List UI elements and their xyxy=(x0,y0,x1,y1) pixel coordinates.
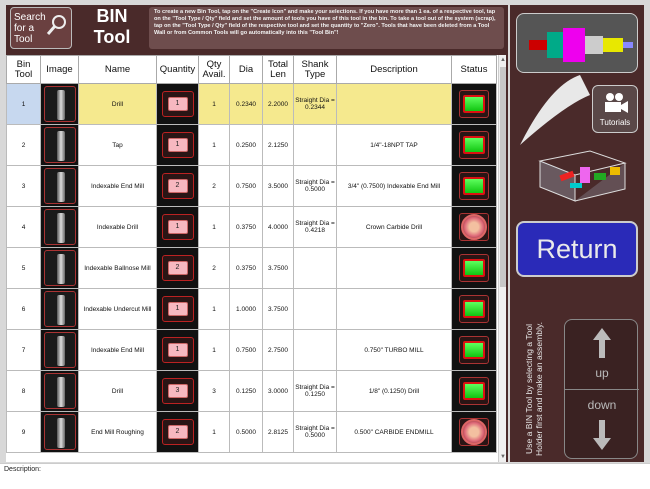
status-icon xyxy=(461,419,487,445)
shank-type: Straight Dia = 0.1250 xyxy=(294,371,337,412)
table-row[interactable] xyxy=(7,330,497,371)
qty-available: 3 xyxy=(199,371,230,412)
bin-tool-table xyxy=(6,55,504,462)
shank-type: Straight Dia = 0.2344 xyxy=(294,84,337,125)
tool-total-length: 2.7500 xyxy=(263,330,294,371)
qty-available: 1 xyxy=(199,330,230,371)
status-cell[interactable] xyxy=(452,412,497,453)
tool-image[interactable] xyxy=(41,166,79,207)
status-button[interactable] xyxy=(459,336,489,364)
tool-description xyxy=(337,84,452,125)
tool-name: Indexable Undercut Mill xyxy=(79,289,157,330)
status-button[interactable] xyxy=(459,90,489,118)
tutorials-label: Tutorials xyxy=(599,118,631,127)
table-row[interactable] xyxy=(7,248,497,289)
tool-image[interactable] xyxy=(41,289,79,330)
tool-diameter: 1.0000 xyxy=(230,289,263,330)
description-label: Description: xyxy=(4,466,41,473)
tool-name: Drill xyxy=(79,371,157,412)
qty-available: 2 xyxy=(199,166,230,207)
tool-total-length: 2.8125 xyxy=(263,412,294,453)
scrollbar-thumb[interactable] xyxy=(500,67,506,287)
qty-available: 1 xyxy=(199,412,230,453)
tool-assembly-preview xyxy=(516,13,638,73)
column-header: Name xyxy=(79,56,157,84)
status-button[interactable] xyxy=(459,418,489,446)
bin-number: 2 xyxy=(7,125,41,166)
return-button[interactable]: Return xyxy=(516,221,638,277)
quantity-button[interactable] xyxy=(162,214,194,240)
quantity-cell[interactable] xyxy=(157,125,199,166)
quantity-cell[interactable] xyxy=(157,330,199,371)
tool-description: Crown Carbide Drill xyxy=(337,207,452,248)
status-icon xyxy=(463,136,485,154)
quantity-cell[interactable] xyxy=(157,248,199,289)
quantity-button[interactable] xyxy=(162,91,194,117)
status-cell[interactable] xyxy=(452,248,497,289)
search-tool-button[interactable] xyxy=(10,7,72,49)
status-cell[interactable] xyxy=(452,289,497,330)
tool-image[interactable] xyxy=(41,330,79,371)
status-icon xyxy=(463,177,485,195)
tool-icon xyxy=(44,291,76,327)
status-cell[interactable] xyxy=(452,84,497,125)
quantity-cell[interactable] xyxy=(157,412,199,453)
status-button[interactable] xyxy=(459,254,489,282)
qty-available: 1 xyxy=(199,289,230,330)
search-tool-label: Search for a Tool xyxy=(14,12,46,45)
status-icon xyxy=(461,214,487,240)
tool-icon xyxy=(44,332,76,368)
column-header: Description xyxy=(337,56,452,84)
tool-holder-icon xyxy=(517,14,639,74)
tool-description xyxy=(337,289,452,330)
table-scrollbar[interactable] xyxy=(498,55,506,462)
bin-number: 8 xyxy=(7,371,41,412)
tool-total-length: 3.7500 xyxy=(263,248,294,289)
quantity-button[interactable] xyxy=(162,378,194,404)
arrow-up-icon xyxy=(593,328,611,358)
tool-image[interactable] xyxy=(41,248,79,289)
tool-icon xyxy=(44,414,76,450)
status-cell[interactable] xyxy=(452,166,497,207)
table-row[interactable] xyxy=(7,412,497,453)
column-header: Dia xyxy=(230,56,263,84)
swoosh-decoration xyxy=(510,75,590,145)
right-panel xyxy=(510,5,644,462)
column-header: Shank Type xyxy=(294,56,337,84)
tool-name: End Mill Roughing xyxy=(79,412,157,453)
tool-description: 0.500" CARBIDE ENDMILL xyxy=(337,412,452,453)
status-icon xyxy=(463,341,485,359)
shank-type: Straight Dia = 0.5000 xyxy=(294,412,337,453)
tool-diameter: 0.2340 xyxy=(230,84,263,125)
status-button[interactable] xyxy=(459,377,489,405)
status-button[interactable] xyxy=(459,172,489,200)
tool-diameter: 0.7500 xyxy=(230,330,263,371)
tool-image[interactable] xyxy=(41,207,79,248)
status-icon xyxy=(463,382,485,400)
tool-image[interactable] xyxy=(41,125,79,166)
quantity-button[interactable] xyxy=(162,132,194,158)
tool-image[interactable] xyxy=(41,412,79,453)
bin-number: 4 xyxy=(7,207,41,248)
down-label: down xyxy=(587,398,617,412)
tool-diameter: 0.1250 xyxy=(230,371,263,412)
bin-tool-panel xyxy=(6,5,508,462)
status-button[interactable] xyxy=(459,131,489,159)
tool-icon xyxy=(44,250,76,286)
usage-note-text: Use a BIN Tool by selecting a Tool Holder first and make an assembly. xyxy=(524,321,544,457)
tool-description: 1/4"-18NPT TAP xyxy=(337,125,452,166)
shank-type xyxy=(294,289,337,330)
quantity-cell[interactable] xyxy=(157,289,199,330)
tool-image[interactable] xyxy=(41,371,79,412)
arrow-down-icon xyxy=(593,420,611,450)
page-title: BIN Tool xyxy=(93,6,131,47)
status-icon xyxy=(463,259,485,277)
qty-available: 1 xyxy=(199,125,230,166)
tool-description: 3/4" (0.7500) Indexable End Mill xyxy=(337,166,452,207)
status-cell[interactable] xyxy=(452,125,497,166)
column-header: Image xyxy=(41,56,79,84)
table-row[interactable] xyxy=(7,371,497,412)
status-icon xyxy=(463,95,485,113)
bin-number: 3 xyxy=(7,166,41,207)
quantity-cell[interactable] xyxy=(157,371,199,412)
shank-type: Straight Dia = 0.4218 xyxy=(294,207,337,248)
tool-diameter: 0.3750 xyxy=(230,207,263,248)
header xyxy=(6,5,508,52)
status-button[interactable] xyxy=(459,213,489,241)
tool-name: Drill xyxy=(79,84,157,125)
table-row[interactable] xyxy=(7,289,497,330)
tool-total-length: 2.1250 xyxy=(263,125,294,166)
tool-total-length: 4.0000 xyxy=(263,207,294,248)
shank-type xyxy=(294,248,337,289)
down-button[interactable] xyxy=(565,390,639,460)
bin-number: 6 xyxy=(7,289,41,330)
up-button[interactable] xyxy=(565,320,639,390)
tool-total-length: 3.7500 xyxy=(263,289,294,330)
quantity-value: 1 xyxy=(168,343,188,357)
status-cell[interactable] xyxy=(452,207,497,248)
qty-available: 2 xyxy=(199,248,230,289)
tool-name: Indexable Drill xyxy=(79,207,157,248)
tool-name: Indexable End Mill xyxy=(79,166,157,207)
shank-type xyxy=(294,125,337,166)
column-header: Total Len xyxy=(263,56,294,84)
shank-type: Straight Dia = 0.5000 xyxy=(294,166,337,207)
tool-total-length: 2.2000 xyxy=(263,84,294,125)
column-header: Bin Tool xyxy=(7,56,41,84)
quantity-button[interactable] xyxy=(162,419,194,445)
bin-number: 7 xyxy=(7,330,41,371)
quantity-value: 3 xyxy=(168,384,188,398)
quantity-button[interactable] xyxy=(162,255,194,281)
table-row[interactable] xyxy=(7,84,497,125)
tool-description xyxy=(337,248,452,289)
tool-icon xyxy=(44,168,76,204)
qty-available: 1 xyxy=(199,207,230,248)
table-row[interactable] xyxy=(7,207,497,248)
tutorials-button[interactable] xyxy=(592,85,638,133)
tool-description: 0.750" TURBO MILL xyxy=(337,330,452,371)
quantity-value: 2 xyxy=(168,261,188,275)
quantity-value: 2 xyxy=(168,425,188,439)
tool-image[interactable] xyxy=(41,84,79,125)
status-cell[interactable] xyxy=(452,330,497,371)
tool-name: Indexable End Mill xyxy=(79,330,157,371)
tool-diameter: 0.5000 xyxy=(230,412,263,453)
quantity-value: 2 xyxy=(168,179,188,193)
status-button[interactable] xyxy=(459,295,489,323)
bin-number: 1 xyxy=(7,84,41,125)
table-row[interactable] xyxy=(7,125,497,166)
qty-available: 1 xyxy=(199,84,230,125)
quantity-button[interactable] xyxy=(162,337,194,363)
bin-number: 5 xyxy=(7,248,41,289)
quantity-value: 1 xyxy=(168,220,188,234)
tool-diameter: 0.7500 xyxy=(230,166,263,207)
video-camera-icon xyxy=(603,92,629,114)
quantity-cell[interactable] xyxy=(157,166,199,207)
column-header: Status xyxy=(452,56,497,84)
shank-type xyxy=(294,330,337,371)
column-header: Qty Avail. xyxy=(199,56,230,84)
tool-diameter: 0.2500 xyxy=(230,125,263,166)
tool-total-length: 3.5000 xyxy=(263,166,294,207)
scroll-up-arrow-icon[interactable]: ▲ xyxy=(500,57,506,63)
tool-icon xyxy=(44,86,76,122)
tool-icon xyxy=(44,127,76,163)
quantity-value: 1 xyxy=(168,97,188,111)
tool-bin-box-icon xyxy=(530,143,630,203)
quantity-cell[interactable] xyxy=(157,207,199,248)
tool-name: Tap xyxy=(79,125,157,166)
tool-icon xyxy=(44,373,76,409)
quantity-value: 1 xyxy=(168,302,188,316)
instructions-text: To create a new Bin Tool, tap on the "Create Icon" and make your selections. If you have more than 1 ea. of a respective tool, tap on the "Tool Type / Qty" field and set the amount of tools you have of this tool in the bin. To take a tool out of the system (scrap), tap on the "Tool Type / Qty" field of the respective tool and set the quantity to "Zero". Tools that have been deleted from a Tool Wall or from Common Tools will go automatically into this "Tool Bin"! xyxy=(149,7,504,49)
tool-name: Indexable Ballnose Mill xyxy=(79,248,157,289)
status-cell[interactable] xyxy=(452,371,497,412)
tool-icon xyxy=(44,209,76,245)
table-row[interactable] xyxy=(7,166,497,207)
tool-diameter: 0.3750 xyxy=(230,248,263,289)
status-icon xyxy=(463,300,485,318)
scroll-down-arrow-icon[interactable]: ▼ xyxy=(500,454,506,460)
up-label: up xyxy=(595,366,609,380)
quantity-cell[interactable] xyxy=(157,84,199,125)
usage-note xyxy=(512,319,556,459)
quantity-button[interactable] xyxy=(162,296,194,322)
quantity-button[interactable] xyxy=(162,173,194,199)
tool-description: 1/8" (0.1250) Drill xyxy=(337,371,452,412)
table-header xyxy=(7,56,497,84)
quantity-value: 1 xyxy=(168,138,188,152)
bin-number: 9 xyxy=(7,412,41,453)
magnifier-icon xyxy=(46,14,68,36)
tool-total-length: 3.0000 xyxy=(263,371,294,412)
column-header: Quantity xyxy=(157,56,199,84)
description-bar xyxy=(0,463,650,489)
scroll-buttons xyxy=(564,319,638,459)
